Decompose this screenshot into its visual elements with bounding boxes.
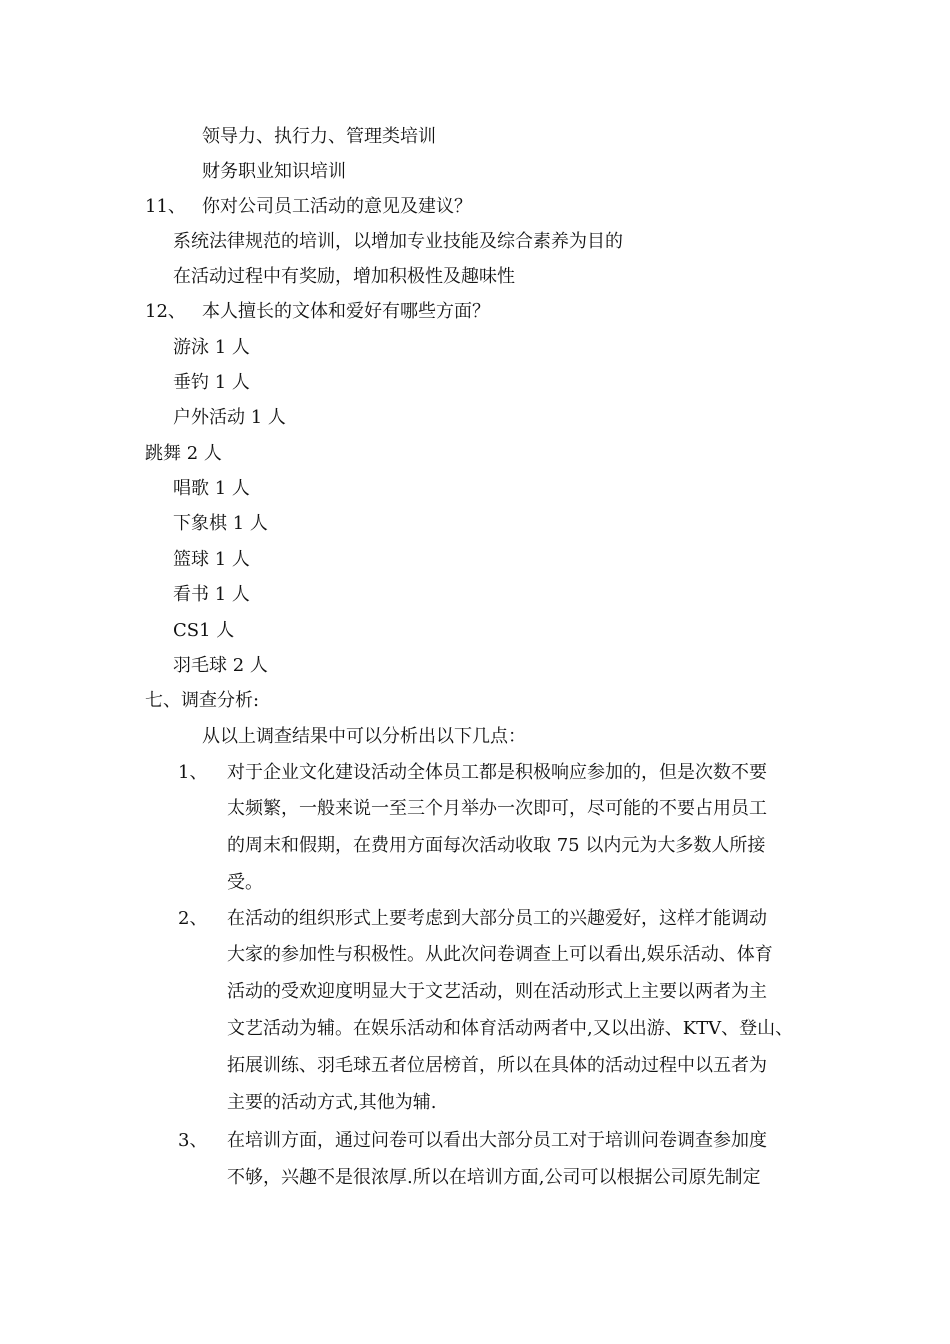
- point-2-line-6: 主要的活动方式,其他为辅.: [227, 1092, 437, 1113]
- point-3-number: 3、: [178, 1130, 208, 1151]
- point-2-line-1: 在活动的组织形式上要考虑到大部分员工的兴趣爱好，这样才能调动: [227, 908, 767, 929]
- q12-number: 12、: [145, 301, 186, 322]
- q12-answer-badminton: 羽毛球 2 人: [173, 655, 268, 676]
- point-1-line-3: 的周末和假期，在费用方面每次活动收取 75 以内元为大多数人所接: [227, 835, 766, 856]
- section7-heading: 七、调查分析:: [145, 690, 260, 711]
- q11-answer-2: 在活动过程中有奖励，增加积极性及趣味性: [173, 266, 515, 287]
- q11-question: 你对公司员工活动的意见及建议？: [202, 196, 472, 217]
- section7-intro: 从以上调查结果中可以分析出以下几点：: [202, 726, 526, 747]
- q11-number: 11、: [145, 196, 186, 217]
- q12-answer-swimming: 游泳 1 人: [173, 337, 250, 358]
- point-1-line-4: 受。: [227, 872, 263, 893]
- q12-question: 本人擅长的文体和爱好有哪些方面？: [202, 301, 490, 322]
- point-2-line-4: 文艺活动为辅。在娱乐活动和体育活动两者中,又以出游、KTV、登山、: [227, 1018, 794, 1039]
- point-3-line-1: 在培训方面，通过问卷可以看出大部分员工对于培训问卷调查参加度: [227, 1130, 767, 1151]
- q10-option-2: 财务职业知识培训: [202, 161, 346, 182]
- q12-answer-singing: 唱歌 1 人: [173, 478, 250, 499]
- point-1-line-2: 太频繁，一般来说一至三个月举办一次即可，尽可能的不要占用员工: [227, 798, 767, 819]
- q12-answer-fishing: 垂钓 1 人: [173, 372, 250, 393]
- point-3-line-2: 不够，兴趣不是很浓厚.所以在培训方面,公司可以根据公司原先制定: [227, 1167, 761, 1188]
- q12-answer-chess: 下象棋 1 人: [173, 513, 268, 534]
- point-1-line-1: 对于企业文化建设活动全体员工都是积极响应参加的，但是次数不要: [227, 762, 767, 783]
- point-2-line-3: 活动的受欢迎度明显大于文艺活动，则在活动形式上主要以两者为主: [227, 981, 767, 1002]
- q12-answer-cs: CS1 人: [173, 620, 235, 641]
- point-2-number: 2、: [178, 908, 208, 929]
- q12-answer-dance: 跳舞 2 人: [145, 443, 222, 464]
- q12-answer-outdoor: 户外活动 1 人: [173, 407, 286, 428]
- point-2-line-2: 大家的参加性与积极性。从此次问卷调查上可以看出,娱乐活动、体育: [227, 944, 773, 965]
- q12-answer-basketball: 篮球 1 人: [173, 549, 250, 570]
- point-1-number: 1、: [178, 762, 208, 783]
- q10-option-1: 领导力、执行力、管理类培训: [202, 126, 436, 147]
- q12-answer-reading: 看书 1 人: [173, 584, 250, 605]
- q11-answer-1: 系统法律规范的培训，以增加专业技能及综合素养为目的: [173, 231, 623, 252]
- point-2-line-5: 拓展训练、羽毛球五者位居榜首，所以在具体的活动过程中以五者为: [227, 1055, 767, 1076]
